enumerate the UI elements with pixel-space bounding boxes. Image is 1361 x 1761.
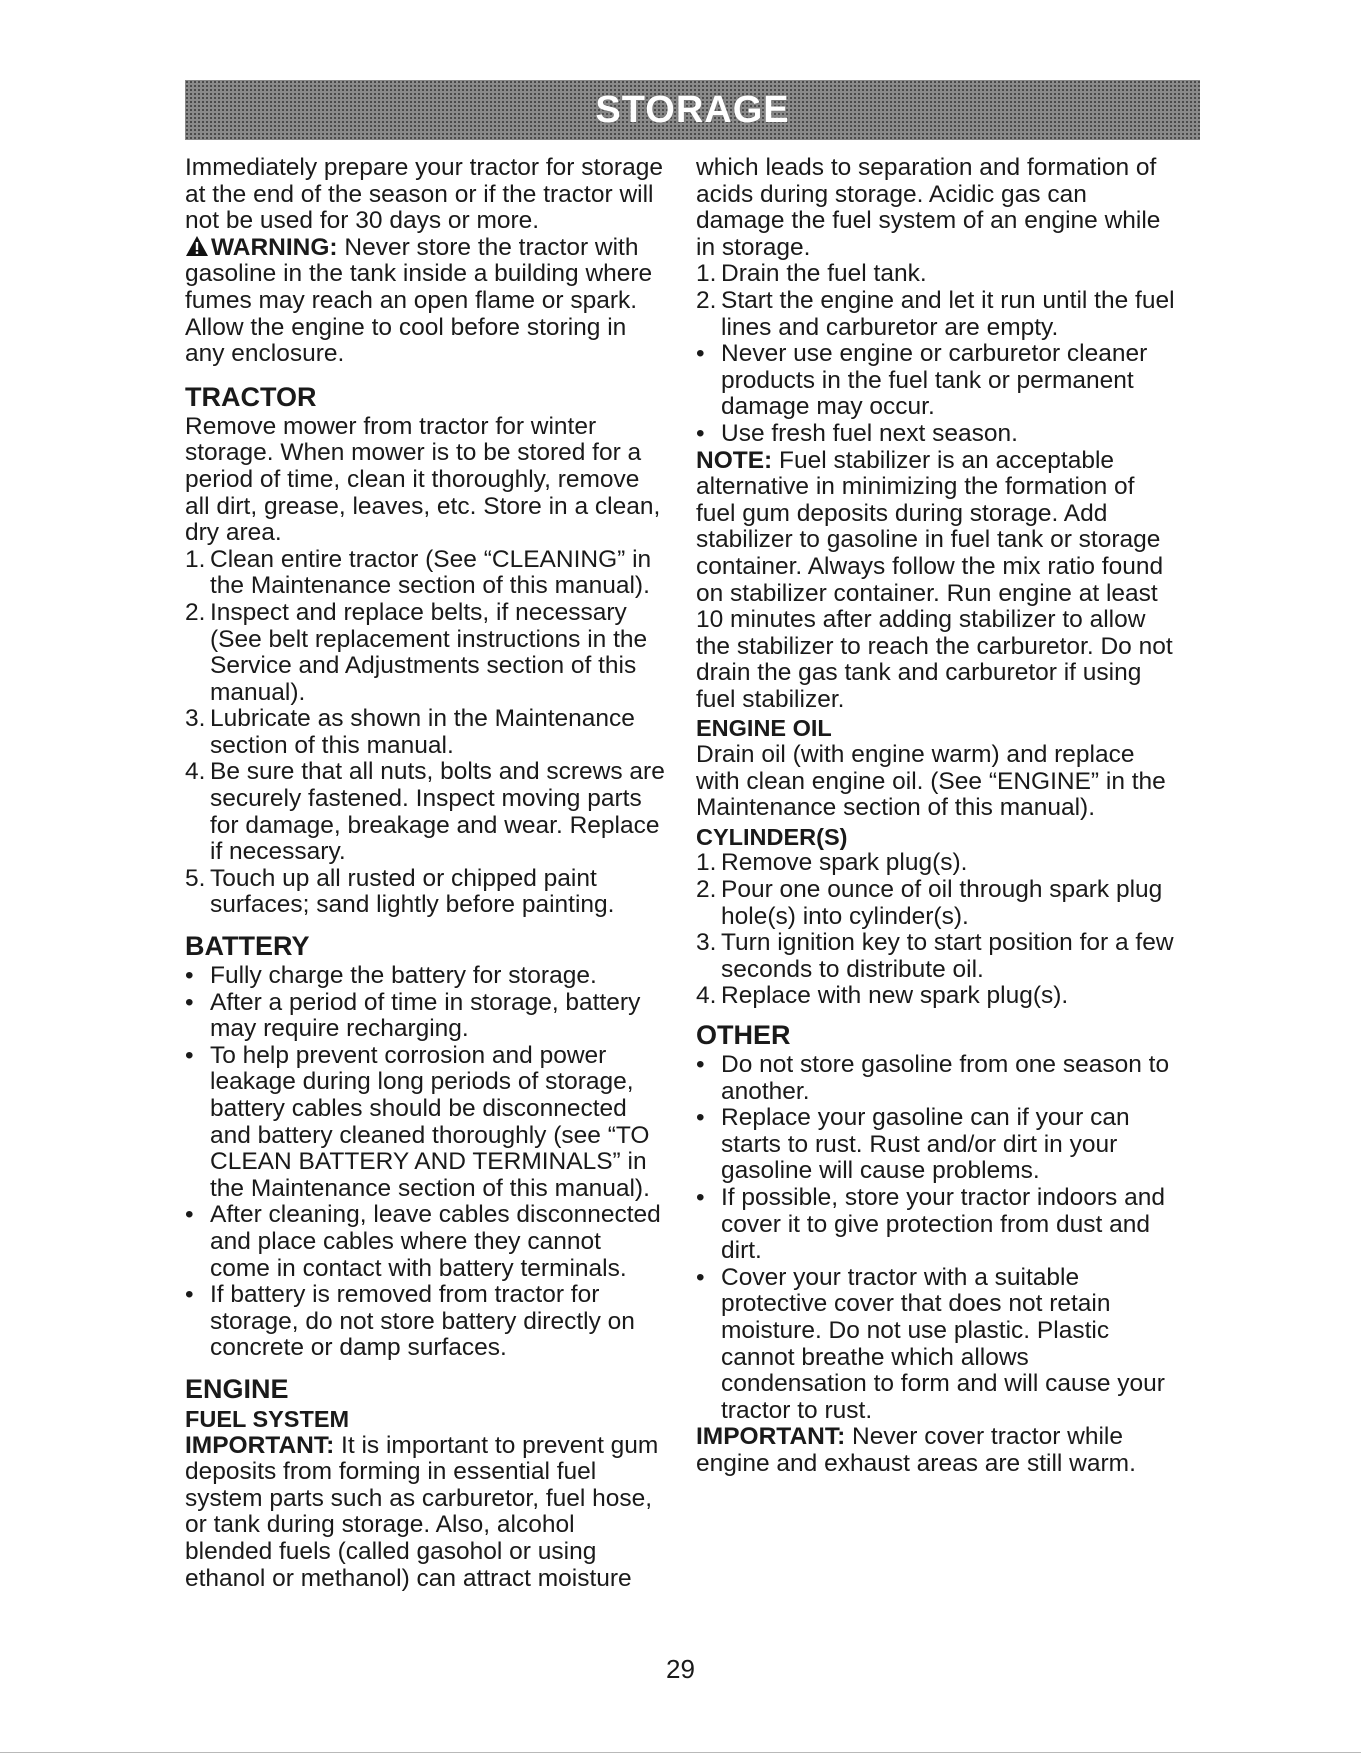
left-column xyxy=(185,155,665,1592)
cylinders-steps-list xyxy=(696,850,1178,1010)
list-item: 1. Drain the fuel tank. xyxy=(696,260,927,288)
other-important-paragraph: IMPORTANT: Never cover tractor while engine and exhaust areas are still warm. xyxy=(696,1423,1136,1477)
battery-heading: BATTERY xyxy=(185,931,310,962)
page-number: 29 xyxy=(666,1654,695,1684)
list-item: 1. Remove spark plug(s). xyxy=(696,849,968,877)
tractor-heading: TRACTOR xyxy=(185,381,317,412)
fuel-continued-paragraph: which leads to separation and formation of acids during storage. Acidic gas can damage the fuel system of an engine while in storage. xyxy=(696,154,1161,261)
cylinders-heading: CYLINDER(S) xyxy=(696,823,848,850)
fuel-steps-list xyxy=(696,261,1178,341)
list-item: • If battery is removed from tractor for storage, do not store battery directly on concrete or damp surfaces. xyxy=(185,1281,635,1362)
fuel-important-paragraph: IMPORTANT: It is important to prevent gum deposits from forming in essential fuel system parts such as carburetor, fuel hose, or tank during storage. Also, alcohol blended fuels (called gasohol or using ethanol or methanol) can attract moisture xyxy=(185,1431,659,1592)
note-label: NOTE: xyxy=(696,446,773,474)
list-item: • Fully charge the battery for storage. xyxy=(185,962,597,990)
right-column xyxy=(696,155,1178,1478)
section-title: STORAGE xyxy=(595,88,790,131)
other-bullets-list xyxy=(696,1052,1178,1424)
engine-heading: ENGINE xyxy=(185,1373,289,1404)
warning-text: Never store the tractor with gasoline in the tank inside a building where fumes may reach an open flame or spark. Allow the engine to cool before storing in any enclosure. xyxy=(185,233,653,368)
list-item: 5. Touch up all rusted or chipped paint surfaces; sand lightly before painting. xyxy=(185,864,615,919)
list-item: • After a period of time in storage, battery may require recharging. xyxy=(185,988,641,1043)
warning-label: WARNING: xyxy=(211,233,338,261)
important-label: IMPORTANT: xyxy=(185,1431,335,1459)
warning-triangle-icon xyxy=(185,235,209,257)
warning-paragraph xyxy=(185,235,665,368)
list-item: 1. Clean entire tractor (See “CLEANING” in the Maintenance section of this manual). xyxy=(185,545,652,600)
important-label: IMPORTANT: xyxy=(696,1423,846,1451)
list-item: • Replace your gasoline can if your can starts to rust. Rust and/or dirt in your gasoline will cause problems. xyxy=(696,1104,1130,1185)
list-item: 4. Be sure that all nuts, bolts and screws are securely fastened. Inspect moving parts for damage, breakage and wear. Replace if necessary. xyxy=(185,758,665,866)
list-item: • To help prevent corrosion and power leakage during long periods of storage, battery cables should be disconnected and battery cleaned thoroughly (see “TO CLEAN BATTERY AND TERMINALS” in the Maintenance section of this manual). xyxy=(185,1041,650,1202)
engine-oil-heading: ENGINE OIL xyxy=(696,715,832,742)
tractor-paragraph: Remove mower from tractor for winter storage. When mower is to be stored for a period of time, clean it thoroughly, remove all dirt, grease, leaves, etc. Store in a clean, dry area. xyxy=(185,412,661,547)
engine-oil-paragraph: Drain oil (with engine warm) and replace with clean engine oil. (See “ENGINE” in the Maintenance section of this manual). xyxy=(696,741,1166,822)
list-item: • If possible, store your tractor indoors and cover it to give protection from dust and dirt. xyxy=(696,1183,1165,1265)
fuel-system-heading: FUEL SYSTEM xyxy=(185,1405,350,1432)
list-item: 3. Lubricate as shown in the Maintenance section of this manual. xyxy=(185,705,635,759)
tractor-steps-list xyxy=(185,547,665,919)
fuel-bullets-list xyxy=(696,341,1178,447)
note-paragraph: NOTE: Fuel stabilizer is an acceptable alternative in minimizing the formation of fuel gum deposits during storage. Add stabilizer to gasoline in fuel tank or storage container. Always follow the mix ratio found on stabilizer container. Run engine at least 10 minutes after adding stabilizer to allow the stabilizer to reach the carburetor. Do not drain the gas tank and carburetor if using fuel stabilizer. xyxy=(696,446,1173,713)
list-item: 3. Turn ignition key to start position for a few seconds to distribute oil. xyxy=(696,929,1174,983)
list-item: • After cleaning, leave cables disconnected and place cables where they cannot come in contact with battery terminals. xyxy=(185,1201,661,1282)
list-item: 2. Inspect and replace belts, if necessary (See belt replacement instructions in the Service and Adjustments section of this manual). xyxy=(185,598,648,706)
list-item: 2. Start the engine and let it run until the fuel lines and carburetor are empty. xyxy=(696,286,1175,341)
list-item: • Never use engine or carburetor cleaner products in the fuel tank or permanent damage may occur. xyxy=(696,340,1148,421)
list-item: • Do not store gasoline from one season to another. xyxy=(696,1051,1170,1105)
section-header-banner xyxy=(185,80,1200,140)
list-item: 4. Replace with new spark plug(s). xyxy=(696,982,1069,1010)
list-item: • Cover your tractor with a suitable protective cover that does not retain moisture. Do not use plastic. Plastic cannot breathe which allows condensation to form and will cause your tractor to rust. xyxy=(696,1263,1165,1424)
other-heading: OTHER xyxy=(696,1020,791,1050)
intro-paragraph: Immediately prepare your tractor for storage at the end of the season or if the tractor will not be used for 30 days or more. xyxy=(185,154,663,235)
list-item: • Use fresh fuel next season. xyxy=(696,419,1018,447)
battery-bullets-list xyxy=(185,963,665,1362)
footer-divider xyxy=(0,1752,1361,1753)
list-item: 2. Pour one ounce of oil through spark plug hole(s) into cylinder(s). xyxy=(696,876,1163,930)
